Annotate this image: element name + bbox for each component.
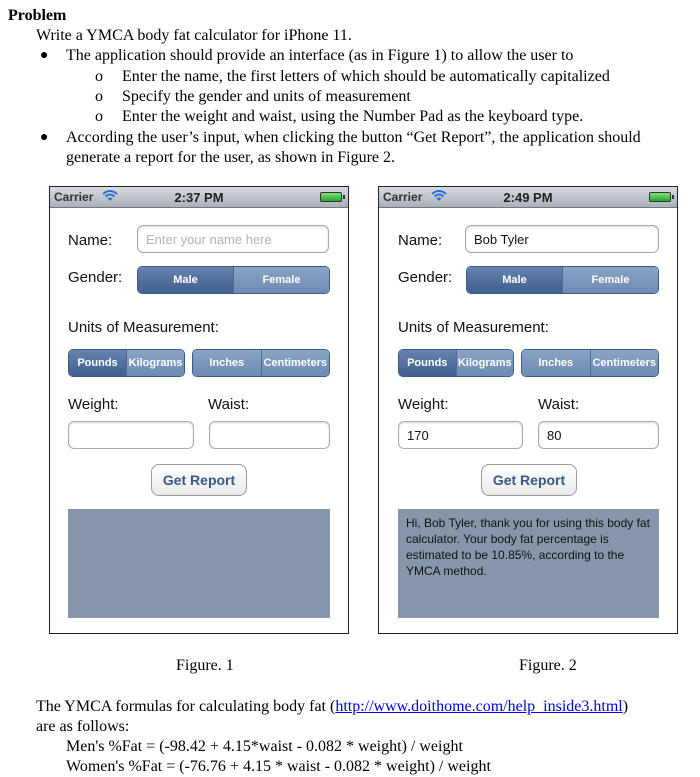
- gender-segmented-control: [137, 266, 330, 294]
- figure-1-phone: [49, 186, 349, 634]
- figure-2-phone: [378, 186, 678, 634]
- report-text: Hi, Bob Tyler, thank you for using this body fat calculator. Your body fat percentage is estimated to be 10.85%, according to the YMCA method.: [398, 509, 659, 618]
- weight-label: Weight:: [68, 396, 119, 413]
- carrier-label: Carrier: [383, 190, 423, 204]
- weight-units-control: [398, 349, 514, 377]
- formulas-intro: [36, 697, 628, 717]
- bullet-mark: ●: [40, 130, 49, 145]
- units-pounds-option[interactable]: Pounds: [69, 350, 126, 376]
- battery-icon: [320, 192, 342, 202]
- name-input[interactable]: Bob Tyler: [465, 225, 659, 253]
- women-formula: Women's %Fat = (-76.76 + 4.15 * waist - 0.082 * weight) / weight: [66, 758, 491, 775]
- gender-male-option[interactable]: Male: [467, 267, 562, 293]
- length-units-control: [192, 349, 330, 377]
- sub-mark: o: [95, 88, 103, 105]
- weight-input[interactable]: [68, 421, 194, 449]
- units-label: Units of Measurement:: [398, 319, 549, 336]
- status-bar: [379, 187, 677, 208]
- carrier-label: Carrier: [54, 190, 94, 204]
- bullet-1-text: The application should provide an interface (as in Figure 1) to allow the user to: [66, 47, 574, 64]
- report-area: [68, 509, 330, 618]
- length-units-control: [521, 349, 659, 377]
- sub-mark: o: [95, 68, 103, 85]
- bullet-2-line-2: generate a report for the user, as shown in Figure 2.: [66, 149, 396, 166]
- gender-female-option[interactable]: Female: [562, 267, 658, 293]
- name-label: Name:: [398, 232, 443, 249]
- gender-segmented-control: [466, 266, 659, 294]
- bullet-mark: ●: [40, 48, 49, 63]
- units-label: Units of Measurement:: [68, 319, 219, 336]
- units-pounds-option[interactable]: Pounds: [399, 350, 456, 376]
- units-kilograms-option[interactable]: Kilograms: [456, 350, 514, 376]
- status-time: 2:49 PM: [503, 190, 553, 205]
- units-centimeters-option[interactable]: Centimeters: [590, 350, 659, 376]
- waist-input[interactable]: [209, 421, 330, 449]
- gender-label: Gender:: [68, 269, 123, 286]
- figure-1-caption: Figure. 1: [176, 657, 234, 674]
- sub-item-3: Enter the weight and waist, using the Number Pad as the keyboard type.: [122, 108, 584, 125]
- battery-icon: [649, 192, 671, 202]
- source-link[interactable]: http://www.doithome.com/help_inside3.html: [335, 698, 623, 715]
- units-inches-option[interactable]: Inches: [193, 350, 261, 376]
- waist-label: Waist:: [538, 396, 580, 413]
- problem-heading: Problem: [8, 7, 67, 24]
- units-inches-option[interactable]: Inches: [522, 350, 590, 376]
- gender-female-option[interactable]: Female: [233, 267, 329, 293]
- status-bar: [50, 187, 348, 208]
- sub-item-2: Specify the gender and units of measurement: [122, 88, 411, 105]
- weight-label: Weight:: [398, 396, 449, 413]
- formulas-intro-post: ): [622, 698, 629, 715]
- units-kilograms-option[interactable]: Kilograms: [126, 350, 184, 376]
- gender-label: Gender:: [398, 269, 453, 286]
- units-centimeters-option[interactable]: Centimeters: [261, 350, 330, 376]
- problem-intro: Write a YMCA body fat calculator for iPhone 11.: [36, 27, 352, 44]
- sub-item-1: Enter the name, the first letters of which should be automatically capitalized: [122, 68, 610, 85]
- sub-mark: o: [95, 108, 103, 125]
- name-label: Name:: [68, 232, 113, 249]
- get-report-button[interactable]: Get Report: [481, 464, 577, 496]
- status-time: 2:37 PM: [174, 190, 224, 205]
- waist-label: Waist:: [208, 396, 250, 413]
- get-report-button[interactable]: Get Report: [151, 464, 247, 496]
- bullet-2-line-1: According the user’s input, when clicking the button “Get Report”, the application should: [66, 129, 641, 146]
- formulas-intro-line-2: are as follows:: [36, 718, 130, 735]
- weight-units-control: [68, 349, 185, 377]
- waist-input[interactable]: 80: [538, 421, 659, 449]
- name-input[interactable]: Enter your name here: [137, 225, 329, 253]
- men-formula: Men's %Fat = (-98.42 + 4.15*waist - 0.082 * weight) / weight: [66, 738, 463, 755]
- weight-input[interactable]: 170: [398, 421, 523, 449]
- gender-male-option[interactable]: Male: [138, 267, 233, 293]
- formulas-intro-pre: The YMCA formulas for calculating body fat (: [36, 698, 336, 715]
- figure-2-caption: Figure. 2: [519, 657, 577, 674]
